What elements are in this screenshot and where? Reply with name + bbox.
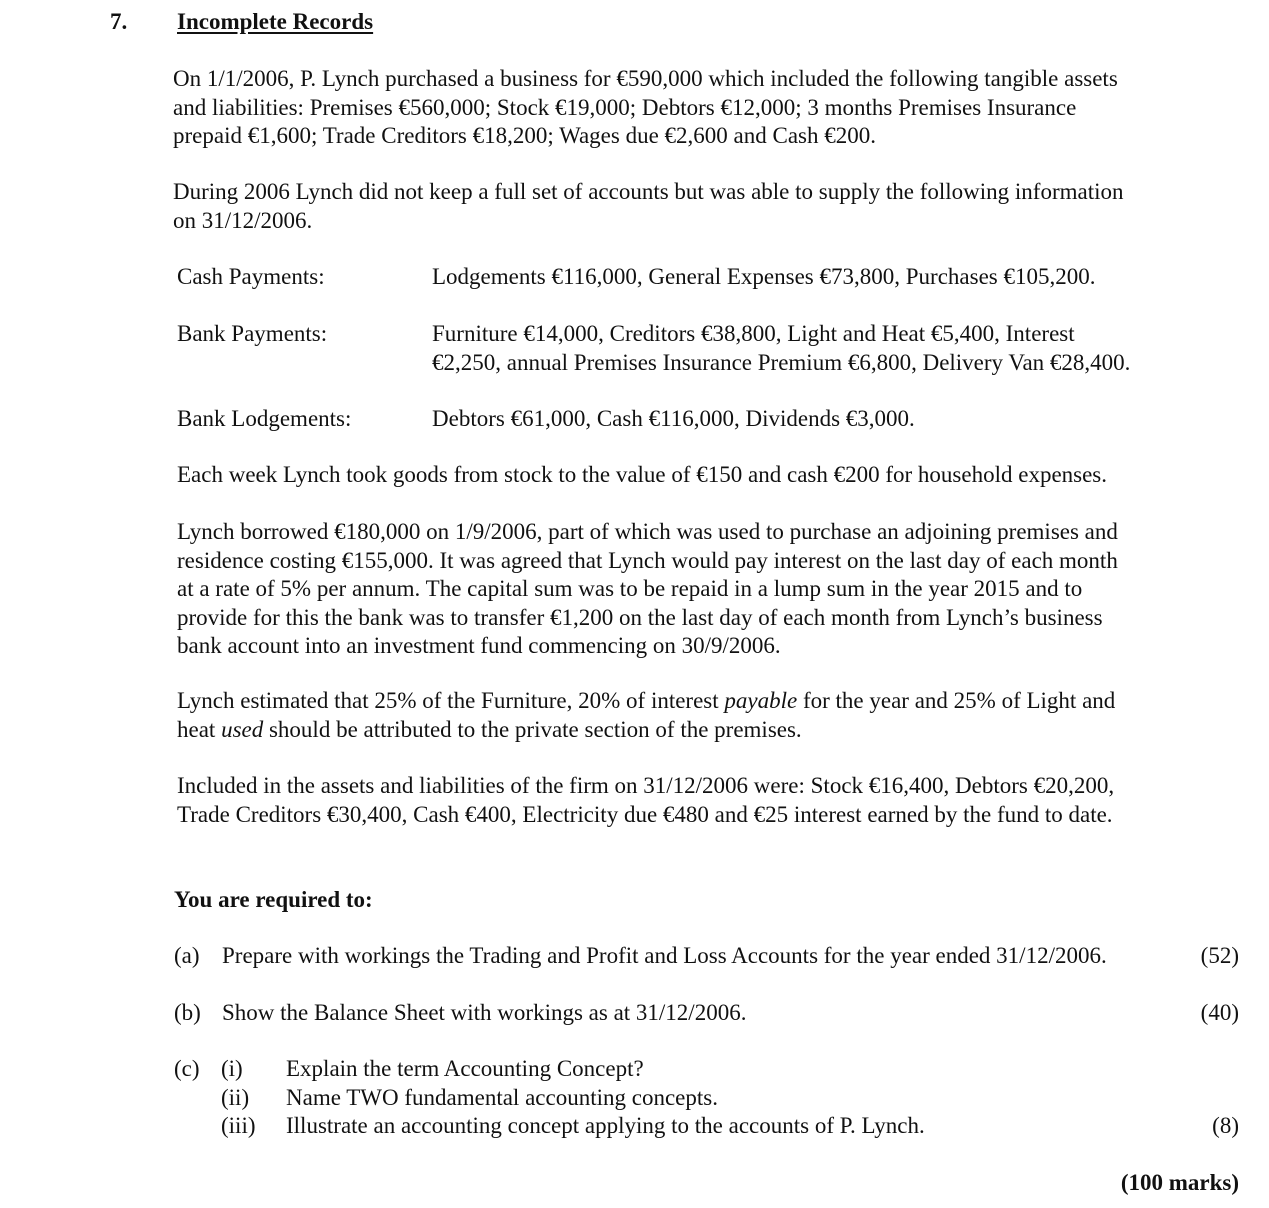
text-line: at a rate of 5% per annum. The capital sum was to be repaid in a lump sum in the year 2015 and to — [177, 576, 1083, 601]
part-b-letter: (b) — [174, 1000, 201, 1025]
total-marks: (100 marks) — [1120, 1170, 1239, 1195]
text-line: on 31/12/2006. — [173, 207, 313, 233]
bank-payments-label: Bank Payments: — [177, 321, 328, 346]
bank-payments-details — [432, 320, 1130, 377]
text-line: Included in the assets and liabilities of the firm on 31/12/2006 were: Stock €16,400, Debtors €20,200, — [177, 773, 1115, 798]
part-c-i-text: Explain the term Accounting Concept? — [286, 1056, 644, 1081]
part-c-ii-number: (ii) — [221, 1085, 250, 1110]
part-a-letter: (a) — [174, 943, 200, 968]
part-b-text: Show the Balance Sheet with workings as at 31/12/2006. — [222, 1000, 747, 1025]
question-number: 7. — [110, 9, 128, 34]
text-line: bank account into an investment fund commencing on 30/9/2006. — [177, 633, 781, 658]
question-title: Incomplete Records — [177, 9, 374, 34]
text-line: residence costing €155,000. It was agreed that Lynch would pay interest on the last day of each month — [177, 547, 1118, 573]
part-c-iii-number: (iii) — [221, 1113, 256, 1138]
part-a-marks: (52) — [1200, 943, 1239, 968]
text-line: heat used should be attributed to the private section of the premises. — [177, 716, 802, 742]
part-b-marks: (40) — [1200, 1000, 1239, 1025]
required-heading: You are required to: — [174, 887, 373, 912]
loan-paragraph — [177, 518, 1118, 661]
text-line: and liabilities: Premises €560,000; Stock €19,000; Debtors €12,000; 3 months Premises Insurance — [173, 94, 1077, 120]
cash-payments-details — [432, 263, 1095, 292]
text-line: Lynch estimated that 25% of the Furniture, 20% of interest payable for the year and 25% of Light and — [177, 688, 1116, 713]
part-c-letter: (c) — [174, 1056, 200, 1081]
part-c-i-number: (i) — [221, 1056, 243, 1081]
bank-lodgements-details — [432, 405, 915, 434]
text-line: provide for this the bank was to transfer €1,200 on the last day of each month from Lynch’s business — [177, 604, 1103, 630]
weekly-drawings-line: Each week Lynch took goods from stock to the value of €150 and cash €200 for household expenses. — [177, 462, 1108, 487]
text-line: On 1/1/2006, P. Lynch purchased a business for €590,000 which included the following tangible assets — [173, 66, 1118, 91]
part-c-iii-text: Illustrate an accounting concept applying to the accounts of P. Lynch. — [286, 1113, 925, 1138]
text-line: Debtors €61,000, Cash €116,000, Dividends €3,000. — [432, 406, 915, 431]
cash-payments-label: Cash Payments: — [177, 264, 325, 289]
text-line: Lynch borrowed €180,000 on 1/9/2006, part of which was used to purchase an adjoining premises and — [177, 519, 1118, 544]
info-paragraph — [173, 178, 1124, 235]
part-c-ii-text: Name TWO fundamental accounting concepts. — [286, 1085, 718, 1110]
text-line: prepaid €1,600; Trade Creditors €18,200; Wages due €2,600 and Cash €200. — [173, 123, 876, 148]
estimate-paragraph — [177, 687, 1115, 744]
bank-lodgements-label: Bank Lodgements: — [177, 406, 352, 431]
part-c-marks: (8) — [1212, 1113, 1239, 1138]
text-line: During 2006 Lynch did not keep a full set of accounts but was able to supply the following information — [173, 179, 1124, 204]
intro-paragraph — [173, 65, 1118, 151]
included-paragraph — [177, 772, 1114, 829]
text-line: Lodgements €116,000, General Expenses €73,800, Purchases €105,200. — [432, 264, 1096, 289]
text-line: Furniture €14,000, Creditors €38,800, Light and Heat €5,400, Interest — [432, 321, 1075, 346]
text-line: €2,250, annual Premises Insurance Premium €6,800, Delivery Van €28,400. — [432, 349, 1131, 375]
text-line: Trade Creditors €30,400, Cash €400, Electricity due €480 and €25 interest earned by the fund to date. — [177, 801, 1113, 827]
part-a-text: Prepare with workings the Trading and Profit and Loss Accounts for the year ended 31/12/2006. — [222, 943, 1107, 968]
